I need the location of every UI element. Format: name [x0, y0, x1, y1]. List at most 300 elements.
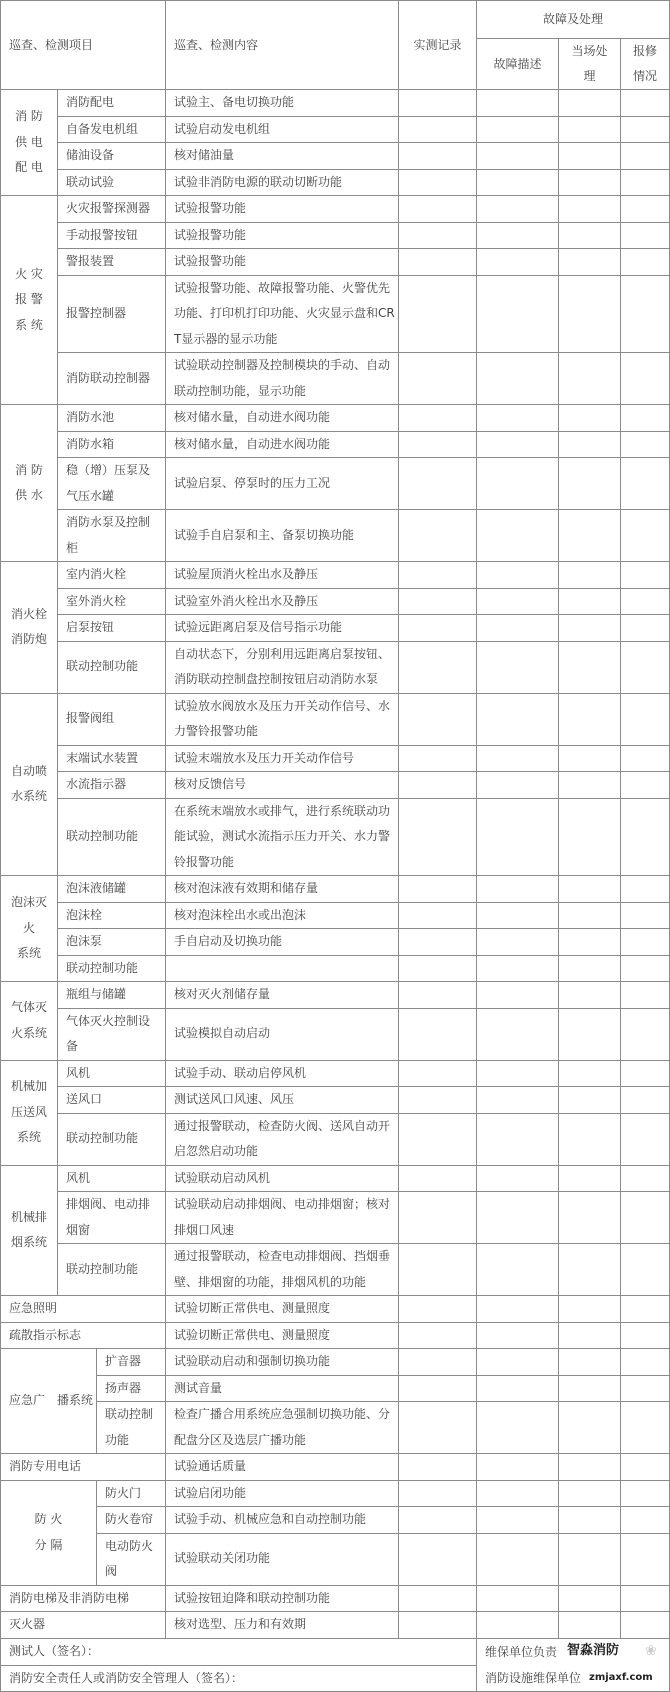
record-cell[interactable] [399, 562, 477, 589]
record-cell[interactable] [399, 249, 477, 276]
item-content: 手自启动及切换功能 [166, 929, 399, 956]
record-cell[interactable] [399, 1296, 477, 1323]
group-label-line: 气体灭 [10, 1000, 47, 1015]
item-name: 末端试水装置 [58, 745, 166, 772]
item-content: 试验放水阀放水及压力开关动作信号、水力警铃报警功能 [166, 693, 399, 745]
onsite-cell[interactable] [559, 1480, 621, 1507]
fault-desc-cell[interactable] [477, 1060, 559, 1087]
onsite-cell[interactable] [559, 1060, 621, 1087]
table-row [1, 929, 670, 956]
item-content: 试验屋顶消火栓出水及静压 [166, 562, 399, 589]
repair-cell[interactable] [621, 1322, 670, 1349]
record-cell[interactable] [399, 693, 477, 745]
group-label [1, 1060, 58, 1165]
repair-cell[interactable] [621, 143, 670, 170]
maintenance-signature[interactable] [477, 1638, 670, 1692]
group-label-line: 烟系统 [10, 1235, 47, 1250]
table-row [1, 249, 670, 276]
record-cell[interactable] [399, 876, 477, 903]
record-cell[interactable] [399, 1612, 477, 1639]
onsite-cell[interactable] [559, 1244, 621, 1296]
fault-desc-cell[interactable] [477, 1507, 559, 1534]
item-content: 核对储水量，自动进水阀功能 [166, 405, 399, 432]
onsite-cell[interactable] [559, 615, 621, 642]
onsite-cell[interactable] [559, 196, 621, 223]
repair-cell[interactable] [621, 90, 670, 117]
table-row [1, 1322, 670, 1349]
fault-desc-cell[interactable] [477, 1349, 559, 1376]
item-content: 核对储水量，自动进水阀功能 [166, 431, 399, 458]
fault-desc-cell[interactable] [477, 1296, 559, 1323]
fault-desc-cell[interactable] [477, 693, 559, 745]
group-label-line: 报 警 [15, 292, 43, 307]
item-content: 试验主、备电切换功能 [166, 90, 399, 117]
record-cell[interactable] [399, 798, 477, 876]
repair-cell[interactable] [621, 275, 670, 353]
fault-desc-cell[interactable] [477, 405, 559, 432]
record-cell[interactable] [399, 90, 477, 117]
repair-cell[interactable] [621, 196, 670, 223]
item-content: 试验联动关闭功能 [166, 1533, 399, 1585]
onsite-cell[interactable] [559, 458, 621, 510]
group-label-line: 水系统 [10, 789, 47, 804]
repair-cell[interactable] [621, 169, 670, 196]
onsite-cell[interactable] [559, 1612, 621, 1639]
onsite-cell[interactable] [559, 1454, 621, 1481]
onsite-cell[interactable] [559, 1507, 621, 1534]
fault-desc-cell[interactable] [477, 641, 559, 693]
onsite-cell[interactable] [559, 1375, 621, 1402]
onsite-cell[interactable] [559, 772, 621, 799]
repair-cell[interactable] [621, 929, 670, 956]
onsite-cell[interactable] [559, 405, 621, 432]
record-cell[interactable] [399, 929, 477, 956]
onsite-cell[interactable] [559, 1192, 621, 1244]
item-content: 试验联动启动和强制切换功能 [166, 1349, 399, 1376]
table-row [1, 1585, 670, 1612]
fault-desc-cell[interactable] [477, 955, 559, 982]
record-cell[interactable] [399, 745, 477, 772]
record-cell[interactable] [399, 1507, 477, 1534]
repair-cell[interactable] [621, 955, 670, 982]
fault-desc-cell[interactable] [477, 1480, 559, 1507]
group-label-line: 机械加 [10, 1079, 47, 1094]
onsite-cell[interactable] [559, 1533, 621, 1585]
fault-desc-cell[interactable] [477, 1113, 559, 1165]
repair-cell[interactable] [621, 876, 670, 903]
item-label: 消防专用电话 [1, 1454, 166, 1481]
repair-cell[interactable] [621, 1060, 670, 1087]
item-name: 自备发电机组 [58, 116, 166, 143]
record-cell[interactable] [399, 222, 477, 249]
group-label-line: 火 灾 [15, 266, 43, 281]
fault-desc-cell[interactable] [477, 982, 559, 1009]
onsite-cell[interactable] [559, 353, 621, 405]
group-label-line: 系 统 [15, 317, 43, 332]
record-cell[interactable] [399, 955, 477, 982]
repair-cell[interactable] [621, 615, 670, 642]
fault-desc-cell[interactable] [477, 431, 559, 458]
item-content: 试验报警功能 [166, 196, 399, 223]
item-label: 疏散指示标志 [1, 1322, 166, 1349]
table-row [1, 615, 670, 642]
item-content: 试验手动、机械应急和自动控制功能 [166, 1507, 399, 1534]
onsite-cell[interactable] [559, 929, 621, 956]
repair-cell[interactable] [621, 562, 670, 589]
item-name: 联动控制功能 [58, 798, 166, 876]
fault-desc-cell[interactable] [477, 562, 559, 589]
record-cell[interactable] [399, 1192, 477, 1244]
repair-cell[interactable] [621, 1087, 670, 1114]
item-content: 试验手动、联动启停风机 [166, 1060, 399, 1087]
group-label [1, 196, 58, 405]
group-label [1, 562, 58, 694]
repair-cell[interactable] [621, 353, 670, 405]
item-content: 试验联动启动排烟阀、电动排烟窗；核对排烟口风速 [166, 1192, 399, 1244]
table-row [1, 1113, 670, 1165]
repair-cell[interactable] [621, 249, 670, 276]
fault-desc-cell[interactable] [477, 1375, 559, 1402]
record-cell[interactable] [399, 1585, 477, 1612]
table-row [1, 405, 670, 432]
manager-signature[interactable]: 消防安全责任人或消防安全管理人（签名）： [1, 1665, 477, 1692]
header-content: 巡查、检测内容 [166, 1, 399, 90]
item-content: 试验联动控制器及控制模块的手动、自动联动控制功能，显示功能 [166, 353, 399, 405]
onsite-cell[interactable] [559, 1296, 621, 1323]
fault-desc-cell[interactable] [477, 929, 559, 956]
repair-cell[interactable] [621, 982, 670, 1009]
record-cell[interactable] [399, 431, 477, 458]
table-row [1, 1533, 670, 1585]
onsite-cell[interactable] [559, 1402, 621, 1454]
repair-cell[interactable] [621, 1349, 670, 1376]
record-cell[interactable] [399, 1480, 477, 1507]
table-row [1, 1244, 670, 1296]
item-name: 室内消火栓 [58, 562, 166, 589]
record-cell[interactable] [399, 1060, 477, 1087]
table-row [1, 169, 670, 196]
record-cell[interactable] [399, 1454, 477, 1481]
onsite-cell[interactable] [559, 1087, 621, 1114]
maint-label-1: 维保单位负责 [485, 1644, 558, 1659]
fault-desc-cell[interactable] [477, 458, 559, 510]
record-cell[interactable] [399, 982, 477, 1009]
fault-desc-cell[interactable] [477, 1192, 559, 1244]
item-content: 测试音量 [166, 1375, 399, 1402]
item-name: 消防联动控制器 [58, 353, 166, 405]
repair-cell[interactable] [621, 1296, 670, 1323]
item-name: 防火门 [97, 1480, 166, 1507]
group-label-line: 消 防 [15, 109, 43, 124]
onsite-cell[interactable] [559, 510, 621, 562]
group-label-line: 供 电 [15, 134, 43, 149]
repair-cell[interactable] [621, 510, 670, 562]
record-cell[interactable] [399, 405, 477, 432]
onsite-cell[interactable] [559, 431, 621, 458]
fault-desc-cell[interactable] [477, 745, 559, 772]
record-cell[interactable] [399, 1087, 477, 1114]
repair-cell[interactable] [621, 1165, 670, 1192]
record-cell[interactable] [399, 116, 477, 143]
onsite-cell[interactable] [559, 876, 621, 903]
onsite-cell[interactable] [559, 116, 621, 143]
table-row [1, 1192, 670, 1244]
table-row [1, 143, 670, 170]
group-label [1, 693, 58, 876]
repair-cell[interactable] [621, 1507, 670, 1534]
fault-desc-cell[interactable] [477, 772, 559, 799]
onsite-cell[interactable] [559, 90, 621, 117]
group-label-line: 机械排 [10, 1209, 47, 1224]
repair-cell[interactable] [621, 458, 670, 510]
table-row [1, 902, 670, 929]
wechat-watermark-icon: ❀ [645, 1642, 657, 1659]
record-cell[interactable] [399, 615, 477, 642]
maint-label-2: 消防设施维保单位 [485, 1670, 582, 1685]
group-label-line: 火系统 [10, 1025, 47, 1040]
repair-cell[interactable] [621, 1008, 670, 1060]
table-row [1, 693, 670, 745]
fault-desc-cell[interactable] [477, 588, 559, 615]
record-cell[interactable] [399, 1375, 477, 1402]
repair-cell[interactable] [621, 1375, 670, 1402]
item-name: 联动试验 [58, 169, 166, 196]
group-label-line: 应急广 播系统 [9, 1393, 94, 1408]
item-name: 启泵按钮 [58, 615, 166, 642]
table-row [1, 1612, 670, 1639]
fault-desc-cell[interactable] [477, 196, 559, 223]
onsite-cell[interactable] [559, 641, 621, 693]
item-name: 手动报警按钮 [58, 222, 166, 249]
item-content: 试验远距离启泵及信号指示功能 [166, 615, 399, 642]
record-cell[interactable] [399, 1244, 477, 1296]
item-content: 试验按钮迫降和联动控制功能 [166, 1585, 399, 1612]
repair-cell[interactable] [621, 222, 670, 249]
table-row [1, 353, 670, 405]
onsite-cell[interactable] [559, 275, 621, 353]
fault-desc-cell[interactable] [477, 1402, 559, 1454]
item-content: 试验启泵、停泵时的压力工况 [166, 458, 399, 510]
header-fault-desc: 故障描述 [477, 39, 559, 90]
item-content: 试验报警功能 [166, 249, 399, 276]
repair-cell[interactable] [621, 1480, 670, 1507]
repair-cell[interactable] [621, 1244, 670, 1296]
fault-desc-cell[interactable] [477, 1244, 559, 1296]
onsite-cell[interactable] [559, 1322, 621, 1349]
onsite-cell[interactable] [559, 1113, 621, 1165]
fault-desc-cell[interactable] [477, 169, 559, 196]
repair-cell[interactable] [621, 431, 670, 458]
item-name: 火灾报警探测器 [58, 196, 166, 223]
record-cell[interactable] [399, 1349, 477, 1376]
item-content: 试验启动发电机组 [166, 116, 399, 143]
item-content: 试验通话质量 [166, 1454, 399, 1481]
onsite-cell[interactable] [559, 1349, 621, 1376]
group-label-line: 供 水 [15, 488, 43, 502]
onsite-cell[interactable] [559, 222, 621, 249]
table-row [1, 1296, 670, 1323]
repair-cell[interactable] [621, 772, 670, 799]
item-content: 试验切断正常供电、测量照度 [166, 1322, 399, 1349]
item-name: 扩音器 [97, 1349, 166, 1376]
record-cell[interactable] [399, 641, 477, 693]
group-label [1, 1349, 97, 1454]
header-repair: 报修情况 [621, 39, 670, 90]
item-content: 试验报警功能、故障报警功能、火警优先功能、打印机打印功能、火灾显示盘和CRT显示器的显示功能 [166, 275, 399, 353]
item-name: 风机 [58, 1165, 166, 1192]
fault-desc-cell[interactable] [477, 876, 559, 903]
table-row [1, 116, 670, 143]
repair-cell[interactable] [621, 693, 670, 745]
repair-cell[interactable] [621, 1192, 670, 1244]
onsite-cell[interactable] [559, 1008, 621, 1060]
repair-cell[interactable] [621, 745, 670, 772]
group-label-line: 压送风 [10, 1104, 47, 1119]
fault-desc-cell[interactable] [477, 902, 559, 929]
onsite-cell[interactable] [559, 562, 621, 589]
fault-desc-cell[interactable] [477, 353, 559, 405]
item-content: 通过报警联动，检查防火阀、送风自动开启忽然启动功能 [166, 1113, 399, 1165]
record-cell[interactable] [399, 902, 477, 929]
tester-signature[interactable]: 测试人（签名）： [1, 1638, 477, 1665]
repair-cell[interactable] [621, 405, 670, 432]
group-label-line: 分 隔 [34, 1537, 63, 1552]
watermark-logo: 智淼消防 [567, 1642, 620, 1658]
fault-desc-cell[interactable] [477, 798, 559, 876]
repair-cell[interactable] [621, 1113, 670, 1165]
onsite-cell[interactable] [559, 982, 621, 1009]
item-content: 在系统末端放水或排气，进行系统联动功能试验，测试水流指示压力开关、水力警铃报警功能 [166, 798, 399, 876]
group-label-line: 泡沫灭 [10, 895, 47, 910]
item-name: 消防水池 [58, 405, 166, 432]
header-record: 实测记录 [399, 1, 477, 90]
table-row [1, 955, 670, 982]
record-cell[interactable] [399, 1533, 477, 1585]
onsite-cell[interactable] [559, 249, 621, 276]
onsite-cell[interactable] [559, 143, 621, 170]
fault-desc-cell[interactable] [477, 1612, 559, 1639]
record-cell[interactable] [399, 353, 477, 405]
onsite-cell[interactable] [559, 902, 621, 929]
onsite-cell[interactable] [559, 693, 621, 745]
record-cell[interactable] [399, 1008, 477, 1060]
fault-desc-cell[interactable] [477, 1008, 559, 1060]
record-cell[interactable] [399, 1165, 477, 1192]
item-content: 核对泡沫液有效期和储存量 [166, 876, 399, 903]
item-content: 核对选型、压力和有效期 [166, 1612, 399, 1639]
fault-desc-cell[interactable] [477, 1585, 559, 1612]
group-label-line: 系统 [16, 946, 41, 961]
record-cell[interactable] [399, 275, 477, 353]
group-label [1, 1480, 97, 1585]
record-cell[interactable] [399, 196, 477, 223]
record-cell[interactable] [399, 169, 477, 196]
item-name: 报警控制器 [58, 275, 166, 353]
repair-cell[interactable] [621, 1454, 670, 1481]
repair-cell[interactable] [621, 1585, 670, 1612]
item-name: 警报装置 [58, 249, 166, 276]
item-content: 检查广播合用系统应急强制切换功能、分配盘分区及选层广播功能 [166, 1402, 399, 1454]
item-content [166, 955, 399, 982]
table-row [1, 1507, 670, 1534]
table-row [1, 798, 670, 876]
fault-desc-cell[interactable] [477, 222, 559, 249]
item-content: 核对泡沫栓出水或出泡沫 [166, 902, 399, 929]
fault-desc-cell[interactable] [477, 1454, 559, 1481]
item-name: 送风口 [58, 1087, 166, 1114]
fault-desc-cell[interactable] [477, 143, 559, 170]
record-cell[interactable] [399, 588, 477, 615]
fault-desc-cell[interactable] [477, 90, 559, 117]
onsite-cell[interactable] [559, 955, 621, 982]
onsite-cell[interactable] [559, 169, 621, 196]
record-cell[interactable] [399, 1113, 477, 1165]
group-label [1, 90, 58, 196]
record-cell[interactable] [399, 458, 477, 510]
fault-desc-cell[interactable] [477, 510, 559, 562]
repair-cell[interactable] [621, 116, 670, 143]
item-content: 核对灭火剂储存量 [166, 982, 399, 1009]
fault-desc-cell[interactable] [477, 275, 559, 353]
record-cell[interactable] [399, 143, 477, 170]
record-cell[interactable] [399, 1402, 477, 1454]
table-row [1, 562, 670, 589]
item-content: 试验非消防电源的联动切断功能 [166, 169, 399, 196]
table-row [1, 982, 670, 1009]
table-row [1, 431, 670, 458]
fault-desc-cell[interactable] [477, 1087, 559, 1114]
onsite-cell[interactable] [559, 588, 621, 615]
fault-desc-cell[interactable] [477, 1322, 559, 1349]
onsite-cell[interactable] [559, 1585, 621, 1612]
table-row [1, 510, 670, 562]
record-cell[interactable] [399, 510, 477, 562]
repair-cell[interactable] [621, 902, 670, 929]
fault-desc-cell[interactable] [477, 116, 559, 143]
repair-cell[interactable] [621, 1612, 670, 1639]
table-row [1, 772, 670, 799]
item-content: 核对储油量 [166, 143, 399, 170]
record-cell[interactable] [399, 1322, 477, 1349]
item-name: 瓶组与储罐 [58, 982, 166, 1009]
repair-cell[interactable] [621, 588, 670, 615]
item-name: 水流指示器 [58, 772, 166, 799]
group-label-line: 消防炮 [10, 632, 47, 647]
group-label-line: 消火栓 [10, 606, 47, 621]
repair-cell[interactable] [621, 798, 670, 876]
item-name: 风机 [58, 1060, 166, 1087]
repair-cell[interactable] [621, 641, 670, 693]
group-label [1, 876, 58, 982]
item-content: 测试送风口风速、风压 [166, 1087, 399, 1114]
item-content: 核对反馈信号 [166, 772, 399, 799]
onsite-cell[interactable] [559, 1165, 621, 1192]
onsite-cell[interactable] [559, 798, 621, 876]
fault-desc-cell[interactable] [477, 1533, 559, 1585]
item-name: 泡沫栓 [58, 902, 166, 929]
fault-desc-cell[interactable] [477, 615, 559, 642]
onsite-cell[interactable] [559, 745, 621, 772]
fault-desc-cell[interactable] [477, 249, 559, 276]
table-row [1, 1375, 670, 1402]
repair-cell[interactable] [621, 1402, 670, 1454]
fault-desc-cell[interactable] [477, 1165, 559, 1192]
repair-cell[interactable] [621, 1533, 670, 1585]
item-name: 报警阀组 [58, 693, 166, 745]
record-cell[interactable] [399, 772, 477, 799]
item-name: 防火卷帘 [97, 1507, 166, 1534]
item-name: 联动控制功能 [58, 1113, 166, 1165]
